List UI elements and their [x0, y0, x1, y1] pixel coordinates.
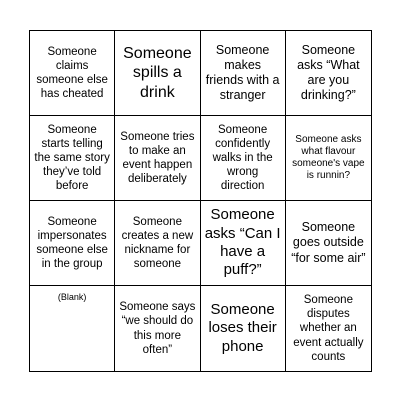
cell-text: Someone asks what flavour someone's vape is runnin?: [292, 133, 365, 182]
cell-text: Someone makes friends with a stranger: [205, 42, 280, 103]
bingo-cell-r2c2[interactable]: [115, 116, 200, 201]
bingo-cell-r3c1[interactable]: [30, 201, 115, 286]
bingo-cell-r2c3[interactable]: [201, 116, 286, 201]
bingo-cell-r1c2[interactable]: [115, 31, 200, 116]
bingo-cell-r4c3[interactable]: [201, 286, 286, 371]
cell-text: Someone loses their phone: [208, 301, 277, 355]
cell-text: Someone asks “Can I have a puff?”: [204, 206, 281, 279]
cell-text: Someone says “we should do this more often”: [119, 301, 196, 356]
bingo-cell-r1c4[interactable]: [286, 31, 371, 116]
cell-text: Someone goes outside “for some air”: [291, 220, 366, 265]
cell-text: Someone spills a drink: [123, 44, 192, 101]
bingo-cell-r1c1[interactable]: [30, 31, 115, 116]
cell-text: (Blank): [57, 292, 87, 302]
cell-text: Someone creates a new nickname for someone: [121, 215, 194, 271]
cell-text: Someone claims someone else has cheated: [36, 45, 108, 101]
bingo-cell-r2c4[interactable]: [286, 116, 371, 201]
bingo-cell-r3c3[interactable]: [201, 201, 286, 286]
bingo-cell-r3c4[interactable]: [286, 201, 371, 286]
cell-text: Someone confidently walks in the wrong direction: [212, 123, 273, 193]
cell-text: Someone impersonates someone else in the group: [36, 215, 108, 271]
bingo-cell-r4c4[interactable]: [286, 286, 371, 371]
cell-text: Someone starts telling the same story they’ve told before: [34, 123, 110, 193]
cell-text: Someone disputes whether an event actually counts: [293, 294, 364, 363]
bingo-cell-r1c3[interactable]: [201, 31, 286, 116]
bingo-cell-r4c2[interactable]: [115, 286, 200, 371]
bingo-cell-r4c1[interactable]: [30, 286, 115, 371]
bingo-cell-r3c2[interactable]: [115, 201, 200, 286]
bingo-cell-r2c1[interactable]: [30, 116, 115, 201]
cell-text: Someone tries to make an event happen deliberately: [120, 130, 195, 186]
cell-text: Someone asks “What are you drinking?”: [297, 42, 360, 103]
bingo-board: [29, 30, 372, 372]
